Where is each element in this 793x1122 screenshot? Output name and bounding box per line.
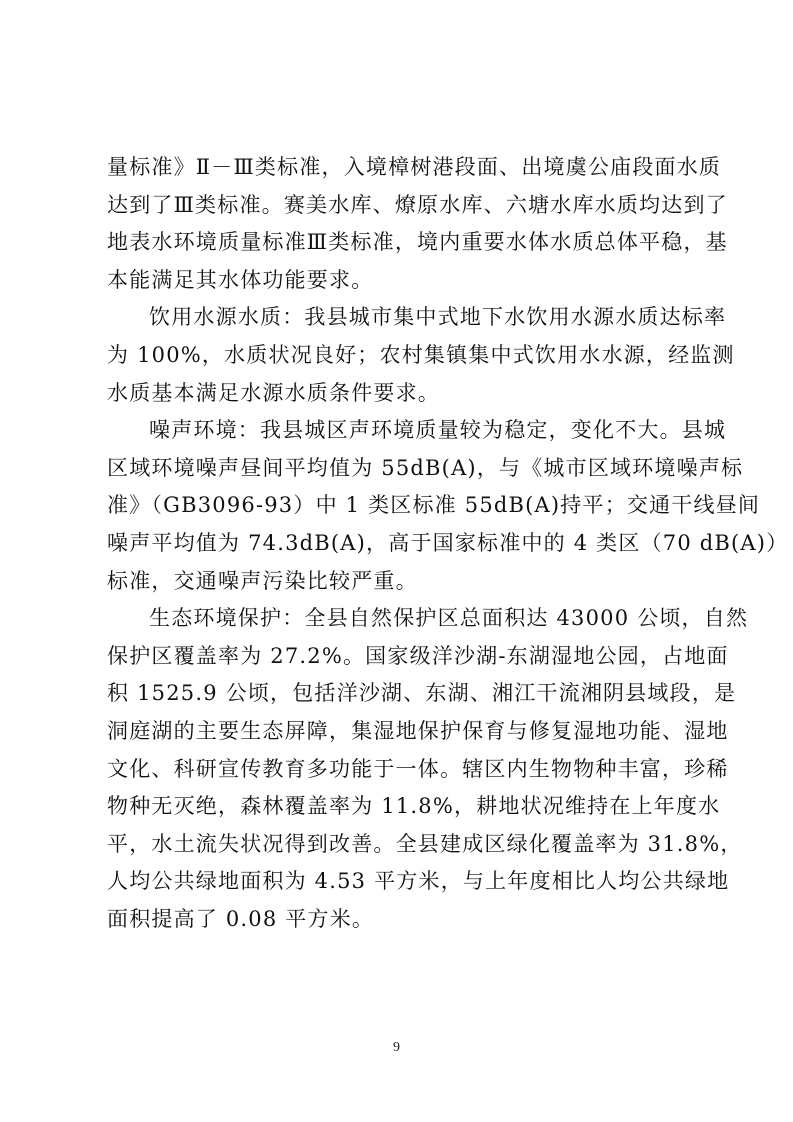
- page-number: 9: [393, 1040, 400, 1055]
- text-line: 保护区覆盖率为 27.2%。国家级洋沙湖-东湖湿地公园，占地面: [107, 643, 729, 668]
- text-line: 准》（GB3096-93）中 1 类区标准 55dB(A)持平；交通干线昼间: [107, 493, 761, 518]
- text-line: 地表水环境质量标准Ⅲ类标准，境内重要水体水质总体平稳，基: [107, 230, 728, 255]
- text-line: 面积提高了 0.08 平方米。: [107, 906, 375, 931]
- text-line: 噪声环境：我县城区声环境质量较为稳定，变化不大。县城: [149, 418, 727, 443]
- body-text: [107, 149, 789, 938]
- text-line: 达到了Ⅲ类标准。赛美水库、燎原水库、六塘水库水质均达到了: [107, 192, 728, 217]
- text-line: 平，水土流失状况得到改善。全县建成区绿化覆盖率为 31.8%，: [107, 831, 743, 856]
- paragraph-drinking-water: [107, 299, 735, 412]
- text-line: 为 100%，水质状况良好；农村集镇集中式饮用水水源，经监测: [107, 342, 735, 367]
- text-line: 饮用水源水质：我县城市集中式地下水饮用水源水质达标率: [149, 305, 727, 330]
- text-line: 量标准》Ⅱ－Ⅲ类标准，入境樟树港段面、出境虞公庙段面水质: [107, 155, 722, 179]
- text-line: 本能满足其水体功能要求。: [107, 267, 374, 292]
- text-line: 噪声平均值为 74.3dB(A)，高于国家标准中的 4 类区（70 dB(A)）: [107, 530, 789, 555]
- text-line: 洞庭湖的主要生态屏障，集湿地保护保育与修复湿地功能、湿地: [107, 718, 729, 743]
- text-line: 标准，交通噪声污染比较严重。: [107, 568, 418, 593]
- text-line: 积 1525.9 公顷，包括洋沙湖、东湖、湘江干流湘阴县域段，是: [107, 681, 737, 706]
- text-line: 水质基本满足水源水质条件要求。: [107, 380, 440, 405]
- text-line: 区域环境噪声昼间平均值为 55dB(A)，与《城市区域环境噪声标: [107, 455, 744, 480]
- text-line: 文化、科研宣传教育多功能于一体。辖区内生物物种丰富，珍稀: [107, 756, 729, 781]
- text-line: 人均公共绿地面积为 4.53 平方米，与上年度相比人均公共绿地: [107, 869, 730, 894]
- paragraph-ecological-protection: [107, 600, 749, 938]
- text-line: 生态环境保护：全县自然保护区总面积达 43000 公顷，自然: [149, 606, 749, 631]
- paragraph-surface-water: [107, 149, 728, 299]
- paragraph-noise-environment: [107, 412, 789, 600]
- text-line: 物种无灭绝，森林覆盖率为 11.8%，耕地状况维持在上年度水: [107, 794, 721, 819]
